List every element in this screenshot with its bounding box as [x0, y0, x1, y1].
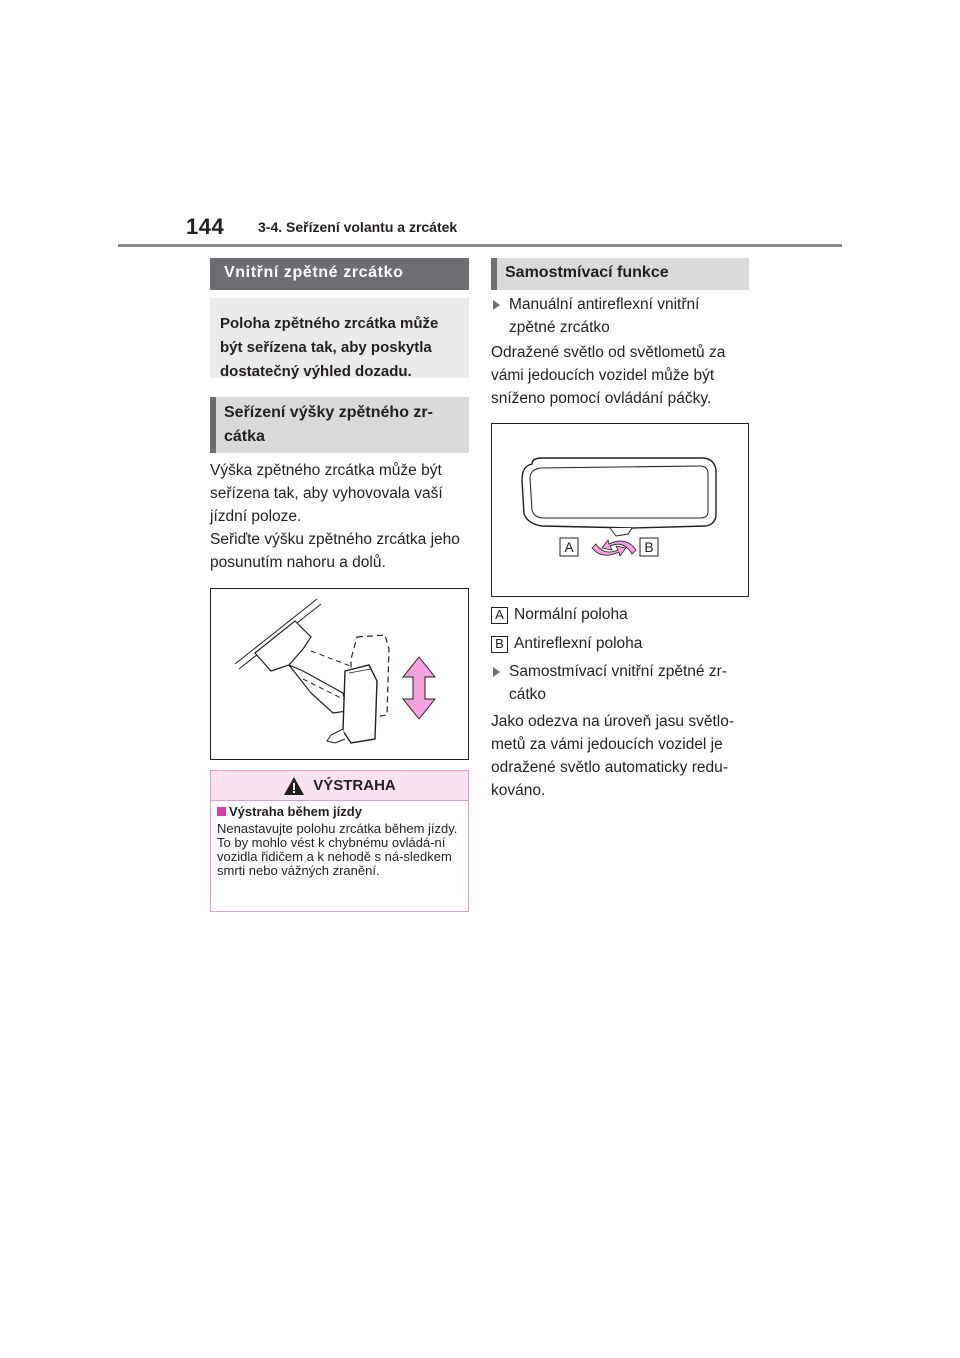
square-bullet-icon [217, 807, 226, 816]
legend-item-a [491, 605, 749, 625]
figure-label-b: B [644, 539, 654, 555]
bullet-auto-dimming-mirror [491, 660, 749, 706]
intro-box: Poloha zpětného zrcátka může být seřízena tak, aby poskytla dostatečný výhled dozadu. [210, 298, 469, 378]
section-title-auto-dimming: Samostmívací funkce [491, 258, 749, 290]
mirror-height-illustration [211, 589, 468, 759]
section-header: 3-4. Seřízení volantu a zrcátek [258, 219, 458, 235]
paragraph-manual-mirror: Odražené světlo od světlometů za vámi jedoucích vozidel může být sníženo pomocí ovládání páčky. [491, 344, 726, 407]
paragraph-height-info: Výška zpětného zrcátka může být seřízena tak, aby vyhovovala vaší jízdní poloze. [210, 462, 443, 525]
bullet-arrow-icon [493, 667, 500, 677]
legend-letter-b: B [491, 636, 508, 653]
bullet-manual-mirror-text: Manuální antireflexní vnitřní zpětné zrcátko [509, 296, 700, 336]
paragraph-auto-dimming: Jako odezva na úroveň jasu světlo-metů za vámi jedoucích vozidel je odražené světlo automaticky redu-kováno. [491, 713, 734, 799]
mirror-lever-illustration [492, 424, 748, 596]
warning-text: Nenastavujte polohu zrcátka během jízdy. To by mohlo vést k chybnému ovládá-ní vozidla řidičem a k nehodě s ná-sledkem smrti nebo vážných zranění. [217, 821, 458, 878]
page-number: 144 [186, 214, 225, 239]
figure-mirror-height [210, 588, 469, 760]
subsection-title-height-adjust: Seřízení výšky zpětného zr-cátka [210, 397, 469, 453]
warning-box [210, 770, 469, 912]
bullet-manual-mirror [491, 293, 749, 339]
warning-header [211, 771, 468, 801]
legend-item-b [491, 634, 749, 654]
warning-body [211, 801, 468, 888]
section-title-inner-mirror: Vnitřní zpětné zrcátko [210, 258, 469, 290]
warning-subheading: Výstraha během jízdy [229, 804, 362, 819]
legend-letter-a: A [491, 607, 508, 624]
warning-subheading-row [217, 805, 462, 819]
warning-heading: VÝSTRAHA [313, 777, 396, 794]
bullet-auto-dimming-text: Samostmívací vnitřní zpětné zr-cátko [509, 663, 727, 703]
legend-text-a: Normální poloha [514, 606, 628, 623]
warning-triangle-icon [283, 776, 305, 796]
paragraph-height-instruction: Seřiďte výšku zpětného zrcátka jeho posunutím nahoru a dolů. [210, 531, 460, 571]
bullet-arrow-icon [493, 300, 500, 310]
figure-label-a: A [564, 539, 574, 555]
header-divider [118, 244, 842, 247]
legend-text-b: Antireflexní poloha [514, 635, 643, 652]
figure-mirror-lever [491, 423, 749, 597]
